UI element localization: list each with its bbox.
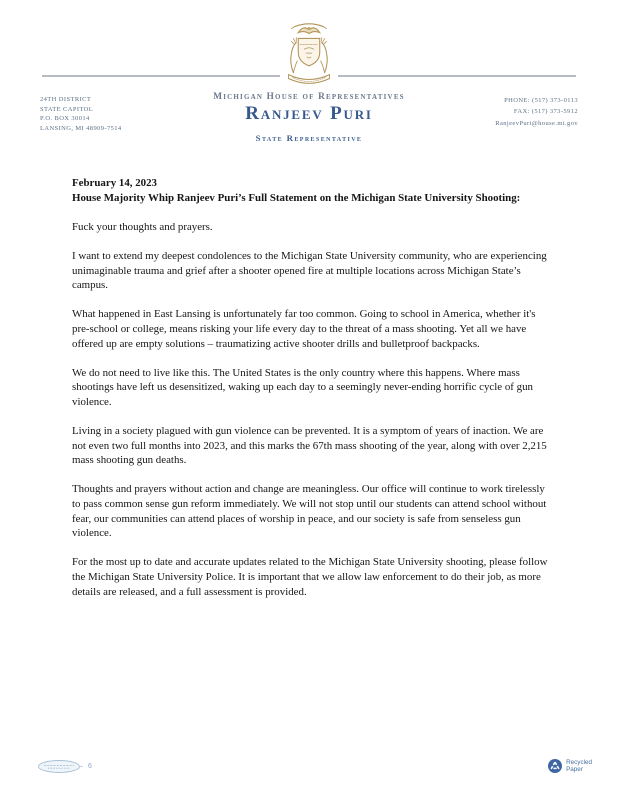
letter-paragraph: What happened in East Lansing is unfortunately far too common. Going to school in America, whether it's pre-school or college, means risking your life every day to the threat of a mass shooting. Yet all we have offered up are empty solutions – traumatizing active shooter drills and bulletproof backpacks. (72, 308, 536, 350)
letter-paragraph: Thoughts and prayers without action and change are meaningless. Our office will continue to work tirelessly to pass common sense gun reform immediately. We will not stop until our students can attend school without fear, our communities can attend places of worship in peace, and our society is safe from senseless gun violence. (72, 483, 547, 540)
letter-paragraph: For the most up to date and accurate updates related to the Michigan State University shooting, please follow the Michigan State University Police. It is important that we allow law enforcement to do their job, as more details are released, and a full assessment is provided. (72, 556, 548, 598)
recycled-label-line: Recycled (566, 759, 592, 766)
letterhead-rule-left (42, 75, 280, 77)
letter-paragraph: Living in a society plagued with gun violence can be prevented. It is a symptom of years of inaction. We are not even two full months into 2023, and this marks the 67th mass shooting of the year, along with over 2,215 mass shooting gun deaths. (72, 425, 547, 467)
district-line: 24TH DISTRICT (40, 96, 92, 103)
district-line: STATE CAPITOL (40, 105, 94, 113)
letterhead-rule-right (338, 75, 576, 77)
letter-paragraph: Fuck your thoughts and prayers. (72, 220, 213, 233)
letter-headline (72, 176, 550, 205)
letter-date: February 14, 2023 (72, 177, 157, 189)
recycled-paper-mark (548, 759, 592, 774)
district-line: P.O. BOX 30014 (40, 115, 90, 123)
union-printing-label (36, 759, 92, 774)
office-title: Michigan House of Representatives (213, 92, 405, 102)
recycled-label-line: Paper (566, 766, 583, 774)
email-line: RanjeevPuri@house.mi.gov (495, 119, 578, 127)
recycled-paper-icon (548, 759, 562, 773)
representative-name: Ranjeev Puri (245, 103, 373, 124)
letter-subject: House Majority Whip Ranjeev Puri’s Full Statement on the Michigan State University Shooting: (72, 191, 521, 204)
representative-title: State Representative (255, 133, 363, 143)
letter-body (72, 176, 550, 614)
letter-paragraph: We do not need to live like this. The United States is the only country where this happens. Where mass shootings have left us desensitized, waking up each day to a seemingly never-ending horrific cycle of gun violence. (72, 366, 533, 408)
union-bug-icon (36, 759, 86, 774)
union-bug-number: 6 (88, 763, 92, 770)
letter-paragraph: I want to extend my deepest condolences to the Michigan State University community, who are experiencing unimaginable trauma and grief after a shooter opened fire at multiple locations across Michigan State’s campus. (72, 249, 547, 292)
michigan-coat-of-arms-seal (277, 16, 341, 100)
district-line: LANSING, MI 48909-7514 (40, 124, 122, 132)
phone-line: PHONE: (517) 373-0113 (504, 97, 578, 104)
fax-line: FAX: (517) 373-5912 (513, 108, 578, 116)
recycled-paper-label (566, 759, 592, 774)
